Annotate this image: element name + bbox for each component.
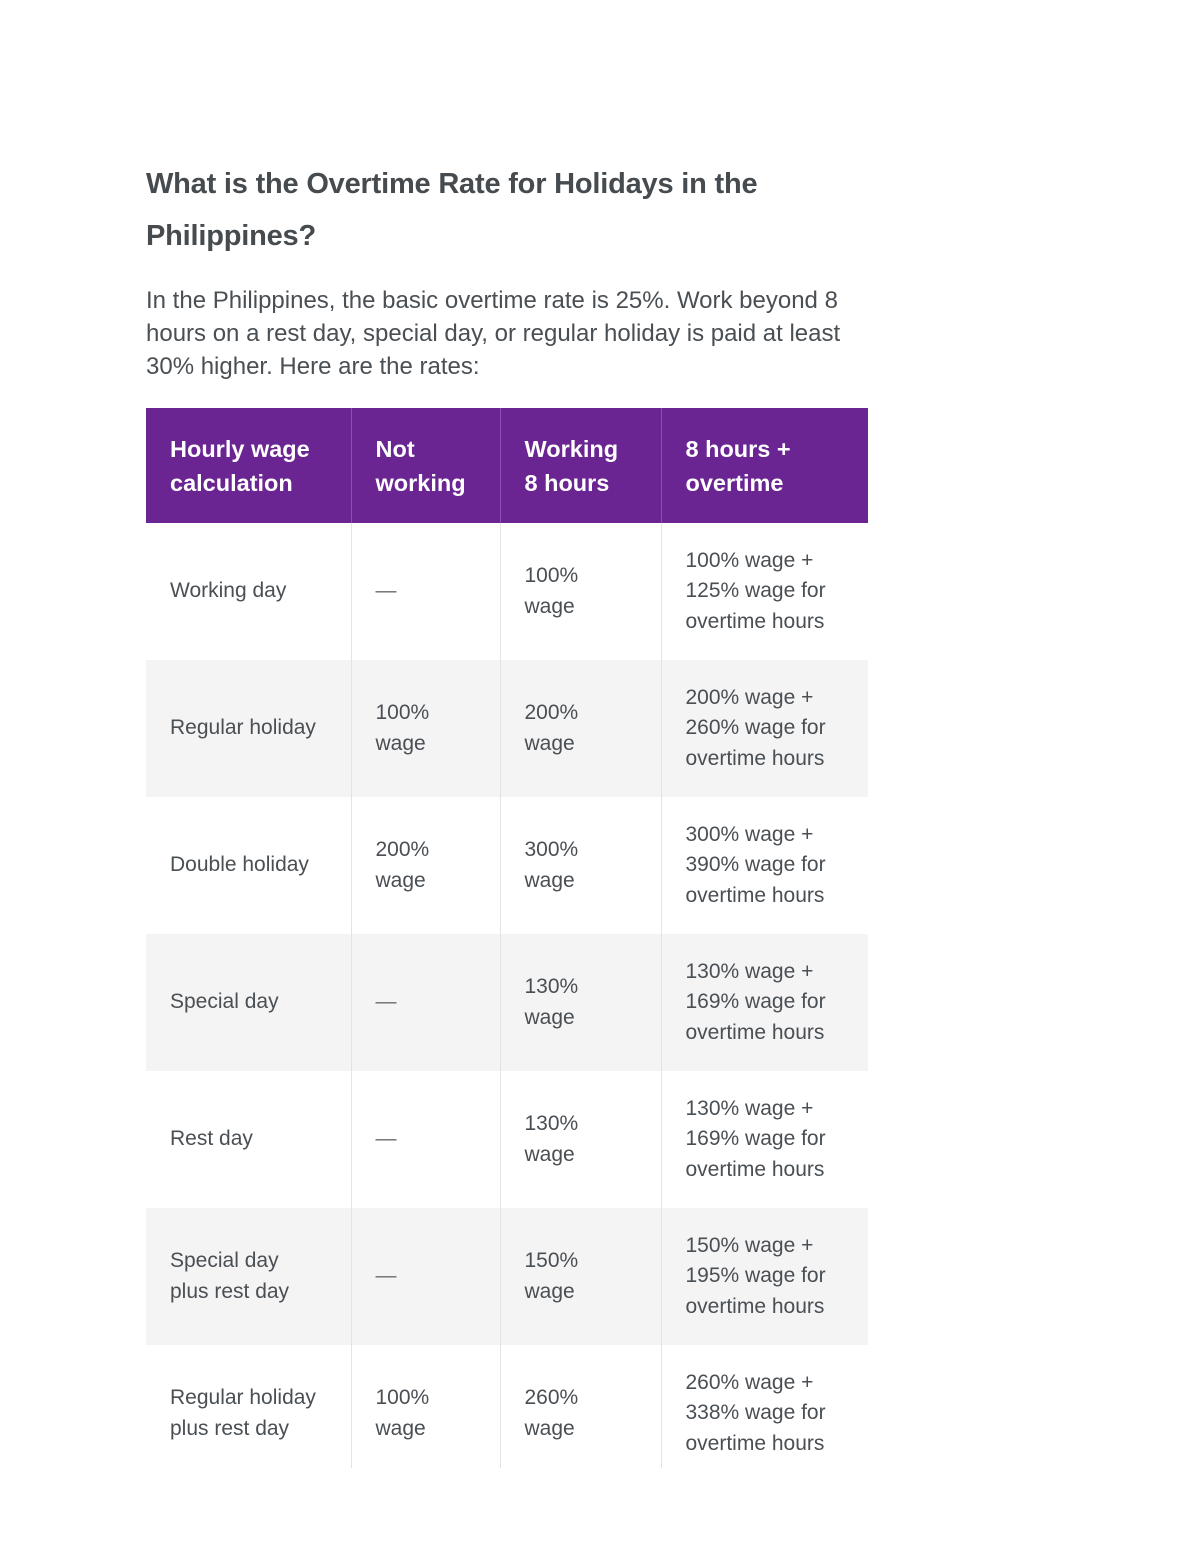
cell-text-line: 169% wage for (685, 1127, 826, 1151)
cell-text-line: 390% wage for (685, 853, 826, 877)
cell-text-line: 130% wage + (685, 959, 814, 983)
day-type-cell (146, 1208, 351, 1345)
cell-text-line: 150% (524, 1249, 579, 1272)
cell-text-line: 100% (375, 1386, 430, 1409)
cell-text-line: 200% (524, 701, 579, 724)
cell-text-line: overtime hours (685, 883, 825, 907)
overtime-cell (661, 523, 868, 660)
cell-text-line: 260% wage + (685, 1370, 814, 1394)
cell-text-line: Double holiday (170, 853, 309, 877)
header-working-8-hours (500, 408, 661, 523)
cell-text-line: overtime hours (685, 1294, 825, 1318)
cell-text-line: overtime hours (685, 609, 825, 633)
cell-text-line: 100% wage + (685, 548, 814, 572)
cell-text-line: overtime hours (685, 746, 825, 770)
not-working-cell (351, 1071, 500, 1208)
cell-text-line: overtime hours (685, 1020, 825, 1044)
cell-text-line: wage (375, 1416, 426, 1440)
cell-text-line: 150% wage + (685, 1233, 814, 1257)
cell-text-line: calculation (170, 469, 293, 496)
overtime-rates-table-container (146, 408, 868, 1468)
cell-text-line: wage (524, 594, 575, 618)
cell-text-line: 8 hours + (685, 435, 791, 462)
cell-text-line: wage (524, 868, 575, 892)
working-8-hours-cell (500, 523, 661, 660)
cell-text-line: 100% (524, 564, 579, 587)
cell-text-line: 8 hours (524, 469, 610, 496)
cell-text-line: wage (524, 1416, 575, 1440)
cell-text-line: Working day (170, 579, 287, 603)
overtime-cell (661, 797, 868, 934)
not-working-cell (351, 797, 500, 934)
table-row (146, 523, 868, 660)
working-8-hours-cell (500, 797, 661, 934)
header-not-working (351, 408, 500, 523)
table-row (146, 1071, 868, 1208)
table-row (146, 660, 868, 797)
working-8-hours-cell (500, 1208, 661, 1345)
overtime-cell (661, 1071, 868, 1208)
cell-text-line: 169% wage for (685, 990, 826, 1014)
cell-text-line: wage (524, 1279, 575, 1303)
overtime-cell (661, 934, 868, 1071)
cell-text-line: 260% wage for (685, 716, 826, 740)
cell-text-line: wage (375, 731, 426, 755)
cell-text-line: — (375, 990, 397, 1014)
overtime-rates-table (146, 408, 868, 1468)
not-working-cell (351, 523, 500, 660)
cell-text-line: 125% wage for (685, 579, 826, 603)
overtime-cell (661, 1208, 868, 1345)
cell-text-line: — (375, 1127, 397, 1151)
cell-text-line: Regular holiday (170, 716, 316, 740)
working-8-hours-cell (500, 934, 661, 1071)
cell-text-line: overtime hours (685, 1431, 825, 1455)
overtime-cell (661, 660, 868, 797)
day-type-cell (146, 1071, 351, 1208)
cell-text-line: 200% (375, 838, 430, 861)
table-row (146, 1208, 868, 1345)
cell-text-line: wage (524, 731, 575, 755)
cell-text-line: Rest day (170, 1127, 253, 1151)
working-8-hours-cell (500, 1071, 661, 1208)
cell-text-line: wage (524, 1142, 575, 1166)
cell-text-line: — (375, 1264, 397, 1288)
cell-text-line: working (375, 469, 466, 496)
page-title: What is the Overtime Rate for Holidays in the Philippines? (146, 168, 758, 252)
cell-text-line: wage (524, 1005, 575, 1029)
intro-paragraph: In the Philippines, the basic overtime rate is 25%. Work beyond 8 hours on a rest day, special day, or regular holiday is paid at least 30% higher. Here are the rates: (146, 287, 841, 380)
cell-text-line: 260% (524, 1386, 579, 1409)
not-working-cell (351, 1208, 500, 1345)
cell-text-line: wage (375, 868, 426, 892)
not-working-cell (351, 934, 500, 1071)
working-8-hours-cell (500, 1345, 661, 1468)
article (146, 158, 868, 1455)
cell-text-line: plus rest day (170, 1416, 290, 1440)
cell-text-line: 100% (375, 701, 430, 724)
cell-text-line: Special day (170, 1249, 279, 1272)
header-8-hours-overtime (661, 408, 868, 523)
cell-text-line: Regular holiday (170, 1386, 316, 1409)
cell-text-line: overtime (685, 469, 784, 496)
not-working-cell (351, 660, 500, 797)
overtime-cell (661, 1345, 868, 1468)
cell-text-line: Not (375, 435, 415, 462)
cell-text-line: Special day (170, 990, 279, 1014)
cell-text-line: 300% wage + (685, 822, 814, 846)
day-type-cell (146, 797, 351, 934)
cell-text-line: — (375, 579, 397, 603)
cell-text-line: 195% wage for (685, 1264, 826, 1288)
cell-text-line: 130% (524, 1112, 579, 1135)
header-hourly-wage-calculation (146, 408, 351, 523)
cell-text-line: 300% (524, 838, 579, 861)
day-type-cell (146, 523, 351, 660)
day-type-cell (146, 660, 351, 797)
table-row (146, 934, 868, 1071)
cell-text-line: plus rest day (170, 1279, 290, 1303)
table-body (146, 523, 868, 1468)
table-row (146, 1345, 868, 1468)
cell-text-line: overtime hours (685, 1157, 825, 1181)
day-type-cell (146, 934, 351, 1071)
table-header-row (146, 408, 868, 523)
day-type-cell (146, 1345, 351, 1468)
table-row (146, 797, 868, 934)
not-working-cell (351, 1345, 500, 1468)
working-8-hours-cell (500, 660, 661, 797)
cell-text-line: 200% wage + (685, 685, 814, 709)
cell-text-line: Hourly wage (170, 435, 310, 462)
cell-text-line: Working (524, 435, 619, 462)
cell-text-line: 130% (524, 975, 579, 998)
cell-text-line: 338% wage for (685, 1401, 826, 1425)
cell-text-line: 130% wage + (685, 1096, 814, 1120)
